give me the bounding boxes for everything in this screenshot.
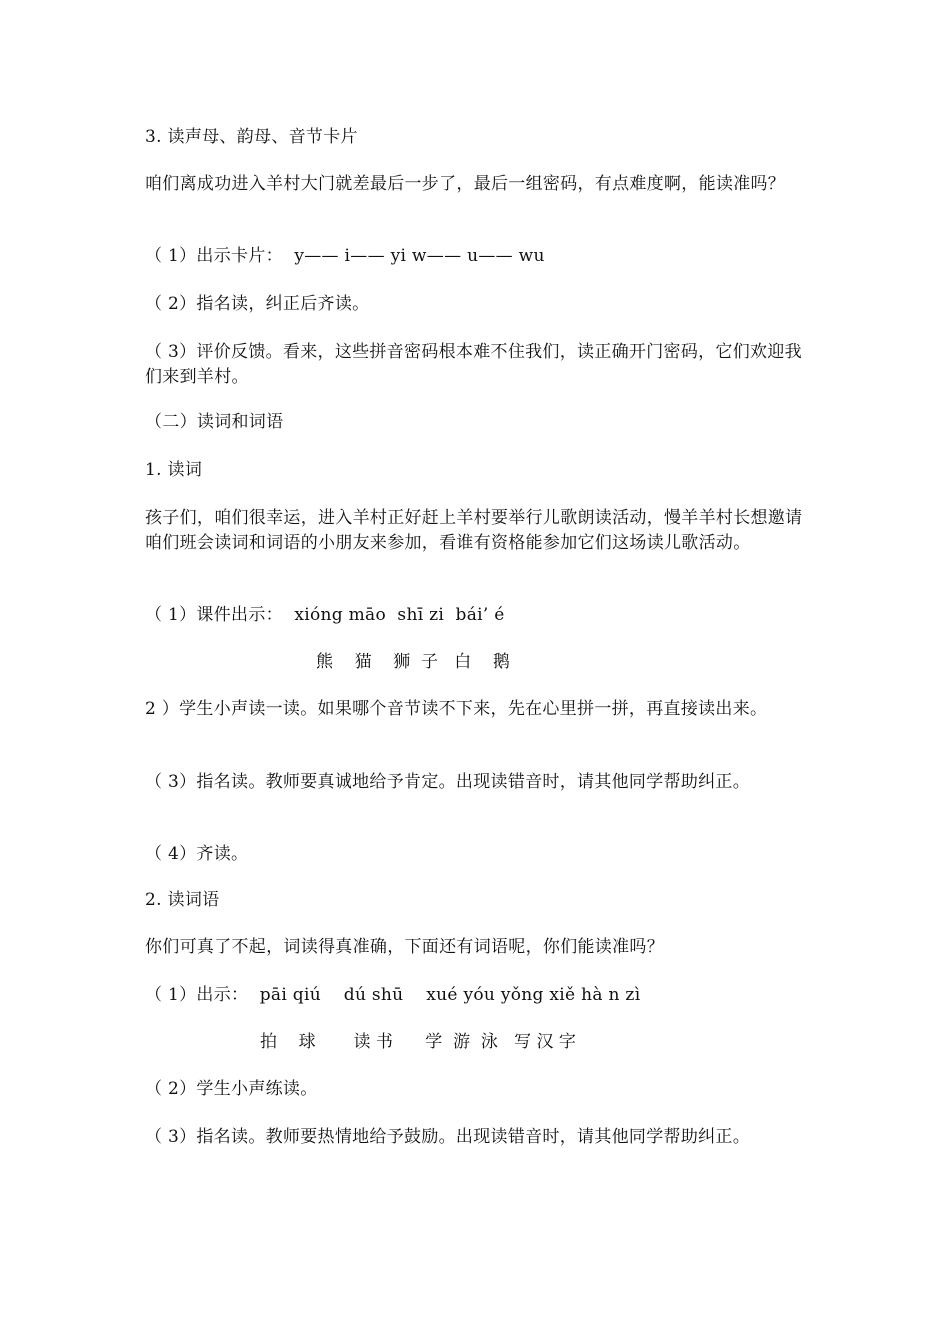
subheading-read-words: 1. 读词 bbox=[145, 460, 203, 480]
step-1-show-phrases: （ 1）出示： pāi qiú dú shū xué yóu yǒng xiě hà n zì bbox=[145, 985, 641, 1005]
step-1-courseware: （ 1）课件出示： xióng māo shī zi bái’ é bbox=[145, 605, 505, 625]
step-2-practice: （ 2）学生小声练读。 bbox=[145, 1079, 318, 1099]
paragraph-intro-password: 咱们离成功进入羊村大门就差最后一步了，最后一组密码，有点难度啊，能读准吗？ bbox=[145, 174, 786, 194]
step-3-named-read: （ 3）指名读。教师要真诚地给予肯定。出现读错音时，请其他同学帮助纠正。 bbox=[145, 772, 751, 792]
hanzi-row-2: 拍 球 读 书 学 游 泳 写 汉 字 bbox=[260, 1032, 576, 1052]
section-heading-3: 3. 读声母、韵母、音节卡片 bbox=[145, 127, 358, 147]
subheading-read-phrases: 2. 读词语 bbox=[145, 890, 220, 910]
paragraph-phrases-intro: 你们可真了不起，词读得真准确，下面还有词语呢，你们能读准吗？ bbox=[145, 937, 664, 957]
paragraph-activity: 孩子们，咱们很幸运，进入羊村正好赶上羊村要举行儿歌朗读活动，慢羊羊村长想邀请咱们班会读词和词语的小朋友来参加，看谁有资格能参加它们这场读儿歌活动。 bbox=[145, 508, 803, 553]
step-3-encourage: （ 3）指名读。教师要热情地给予鼓励。出现读错音时，请其他同学帮助纠正。 bbox=[145, 1127, 751, 1147]
step-3-feedback: （ 3）评价反馈。看来，这些拼音密码根本难不住我们，读正确开门密码，它们欢迎我们来到羊村。 bbox=[145, 342, 802, 387]
step-2-student-read: 2 ）学生小声读一读。如果哪个音节读不下来，先在心里拼一拼，再直接读出来。 bbox=[145, 699, 768, 719]
section-heading-words: （二）读词和词语 bbox=[145, 412, 284, 432]
step-4-group-read: （ 4）齐读。 bbox=[145, 844, 249, 864]
step-2-read: （ 2）指名读，纠正后齐读。 bbox=[145, 294, 370, 314]
hanzi-row-1: 熊 猫 狮 子 白 鹅 bbox=[316, 652, 510, 672]
step-1-show-cards: （ 1）出示卡片： y—— i—— yi w—— u—— wu bbox=[145, 246, 545, 266]
